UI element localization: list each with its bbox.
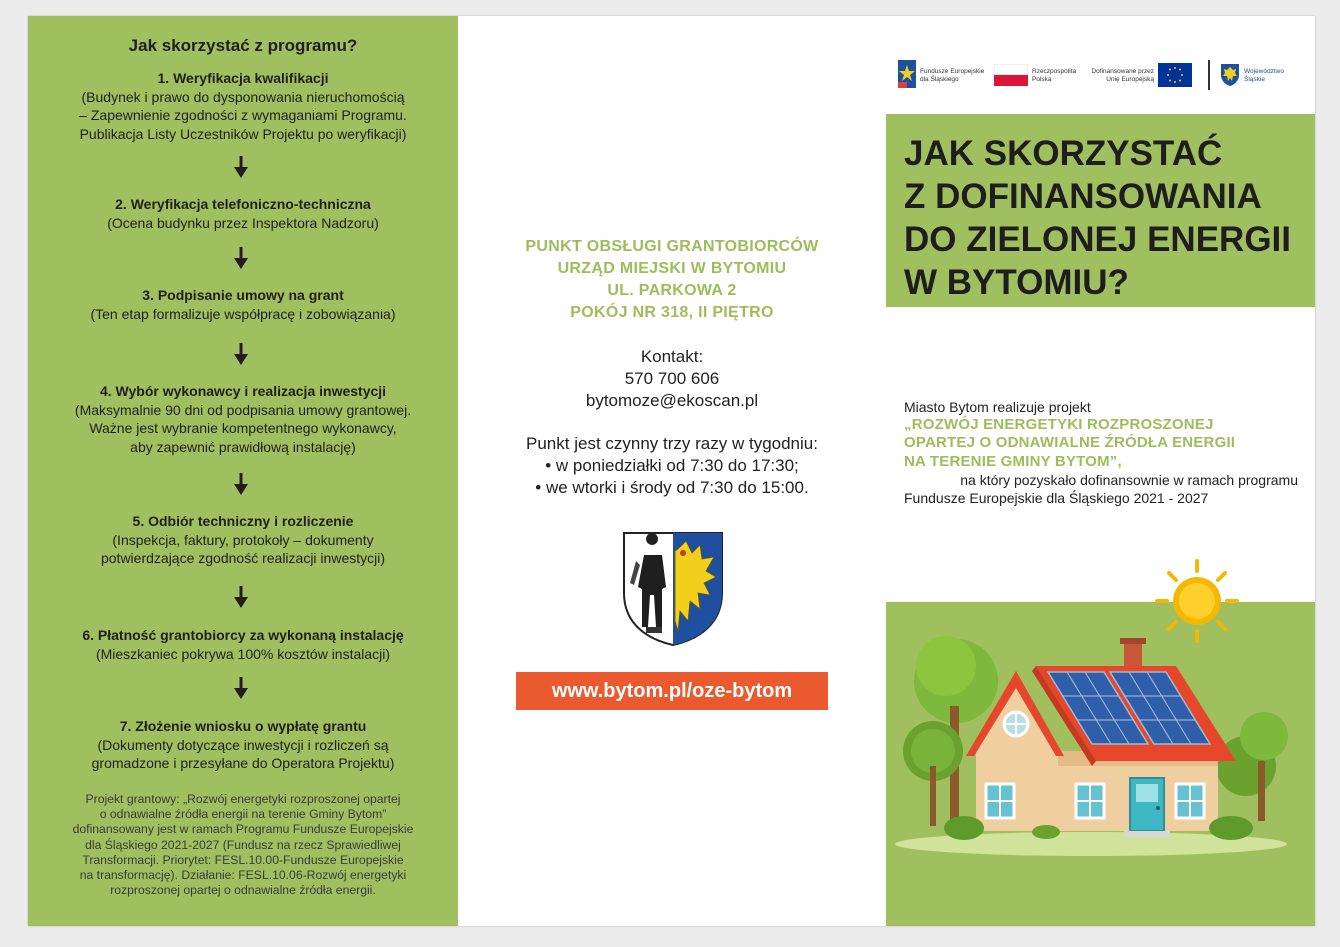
title-line: DO ZIELONEJ ENERGII xyxy=(904,220,1291,259)
ws-logo xyxy=(1220,60,1300,90)
rp-logo xyxy=(994,60,1088,90)
office-address xyxy=(458,236,886,324)
office-line: POKÓJ NR 318, II PIĘTRO xyxy=(570,304,774,321)
footnote-line: Transformacji. Priorytet: FESL.10.00-Fundusze Europejskie xyxy=(82,852,404,867)
step-desc-line: – Zapewnienie zgodności z wymaganiami Programu. xyxy=(79,107,407,123)
arrow-down-icon xyxy=(234,156,248,178)
email-address[interactable]: bytomoze@ekoscan.pl xyxy=(585,391,759,410)
step-title: 6. Płatność grantobiorcy za wykonaną instalację xyxy=(82,627,404,643)
solar-house-illustration xyxy=(886,556,1315,856)
opening-hours xyxy=(458,433,886,499)
funding-logos-bar xyxy=(898,60,1303,90)
funding-line: na który pozyskało dofinansownie w ramach programu xyxy=(960,472,1298,488)
step-6 xyxy=(38,626,448,663)
fe-logo xyxy=(898,60,988,90)
step-7 xyxy=(38,717,448,773)
step-desc-line: potwierdzające zgodność realizacji inwestycji) xyxy=(100,550,385,566)
arrow-down-icon xyxy=(234,247,248,269)
footnote-line: o odnawialne źródła energii na terenie Gminy Bytom” xyxy=(99,807,387,822)
step-1 xyxy=(38,69,448,143)
footnote-line: na transformację). Działanie: FESL.10.06-Rozwój energetyki xyxy=(79,868,407,883)
cover-panel xyxy=(886,16,1315,926)
fe-star-icon xyxy=(898,60,916,88)
footnote-line: rozproszonej opartej o odnawialne źródła energii. xyxy=(110,883,376,898)
ue-logo-text: Dofinansowane przez Unię Europejską xyxy=(1091,68,1154,83)
step-5 xyxy=(38,512,448,568)
step-desc-line: (Budynek i prawo do dysponowania nieruchomością xyxy=(81,88,405,105)
arrow-down-icon xyxy=(234,473,248,495)
step-4 xyxy=(38,382,448,456)
bytom-coat-of-arms-icon xyxy=(622,531,724,647)
project-info xyxy=(904,398,1304,507)
hours-line: Punkt jest czynny trzy razy w tygodniu: xyxy=(526,434,818,453)
step-desc-line: Ważne jest wybranie kompetentnego wykonawcy, xyxy=(89,420,397,436)
footnote-line: dla Śląskiego 2021-2027 (Fundusz na rzecz Sprawiedliwej xyxy=(85,837,401,852)
step-desc-line: gromadzone i przesyłane do Operatora Projektu) xyxy=(91,755,395,771)
step-desc-line: Publikacja Listy Uczestników Projektu po weryfikacji) xyxy=(79,125,407,142)
project-name-line: OPARTEJ O ODNAWIALNE ŹRÓDŁA ENERGII xyxy=(904,434,1236,451)
footnote-line: Projekt grantowy: „Rozwój energetyki rozproszonej opartej xyxy=(85,792,401,806)
hours-line: • w poniedziałki od 7:30 do 17:30; xyxy=(545,456,799,475)
title-line: W BYTOMIU? xyxy=(904,263,1129,302)
arrow-down-icon xyxy=(234,586,248,608)
silesia-eagle-icon xyxy=(1220,63,1240,87)
hours-line: • we wtorki i środy od 7:30 do 15:00. xyxy=(535,478,809,497)
step-desc-line: (Maksymalnie 90 dni od podpisania umowy grantowej. xyxy=(74,401,412,418)
title-box xyxy=(886,114,1315,307)
funding-line: Fundusze Europejskie dla Śląskiego 2021 - 2027 xyxy=(904,490,1209,506)
project-name-line: „ROZWÓJ ENERGETYKI ROZPROSZONEJ xyxy=(904,416,1214,433)
main-title xyxy=(904,132,1291,304)
step-desc-line: (Ocena budynku przez Inspektora Nadzoru) xyxy=(107,214,379,231)
step-title: 3. Podpisanie umowy na grant xyxy=(142,287,344,303)
step-desc-line: (Ten etap formalizuje współpracę i zobowiązania) xyxy=(90,305,396,322)
office-line: URZĄD MIEJSKI W BYTOMIU xyxy=(557,260,787,277)
steps-heading: Jak skorzystać z programu? xyxy=(128,36,358,55)
steps-panel xyxy=(28,16,458,926)
step-title: 7. Złożenie wniosku o wypłatę grantu xyxy=(119,718,367,734)
phone-number[interactable]: 570 700 606 xyxy=(624,369,720,388)
project-intro: Miasto Bytom realizuje projekt xyxy=(904,399,1091,415)
project-name-comma: , xyxy=(1117,453,1122,470)
rp-logo-text: Rzeczpospolita Polska xyxy=(1032,68,1077,83)
footnote-line: dofinansowany jest w ramach Programu Fundusze Europejskie xyxy=(72,822,414,837)
step-desc-line: (Inspekcja, faktury, protokoły – dokumenty xyxy=(112,531,374,548)
leaflet-sheet xyxy=(28,16,1315,926)
arrow-down-icon xyxy=(234,677,248,699)
step-title: 5. Odbiór techniczny i rozliczenie xyxy=(132,513,354,529)
contact-label: Kontakt: xyxy=(640,347,704,366)
fe-logo-text: Fundusze Europejskie dla Śląskiego xyxy=(920,68,985,83)
step-desc-line: (Mieszkaniec pokrywa 100% kosztów instalacji) xyxy=(95,645,391,662)
website-link[interactable]: www.bytom.pl/oze-bytom xyxy=(516,672,828,710)
step-3 xyxy=(38,286,448,323)
ue-logo xyxy=(1090,60,1194,90)
ws-logo-text: Województwo Śląskie xyxy=(1244,68,1284,83)
sun-icon xyxy=(1157,561,1237,641)
contact-panel xyxy=(458,16,886,926)
step-title: 2. Weryfikacja telefoniczno-techniczna xyxy=(115,196,371,212)
project-name-line: NA TERENIE GMINY BYTOM” xyxy=(904,453,1118,470)
arrow-down-icon xyxy=(234,343,248,365)
title-line: JAK SKORZYSTAĆ xyxy=(904,134,1223,173)
step-title: 1. Weryfikacja kwalifikacji xyxy=(157,70,329,86)
step-desc-line: aby zapewnić prawidłową instalację) xyxy=(130,438,356,455)
poland-flag-icon xyxy=(994,64,1028,86)
office-line: UL. PARKOWA 2 xyxy=(607,282,737,299)
logo-divider xyxy=(1208,60,1210,90)
project-footnote xyxy=(48,792,438,898)
title-line: Z DOFINANSOWANIA xyxy=(904,177,1262,216)
contact-block xyxy=(458,346,886,412)
office-line: PUNKT OBSŁUGI GRANTOBIORCÓW xyxy=(525,238,819,255)
step-desc-line: (Dokumenty dotyczące inwestycji i rozliczeń są xyxy=(97,736,389,753)
eu-flag-icon xyxy=(1158,63,1192,87)
step-title: 4. Wybór wykonawcy i realizacja inwestycji xyxy=(99,383,387,399)
step-2 xyxy=(38,195,448,232)
